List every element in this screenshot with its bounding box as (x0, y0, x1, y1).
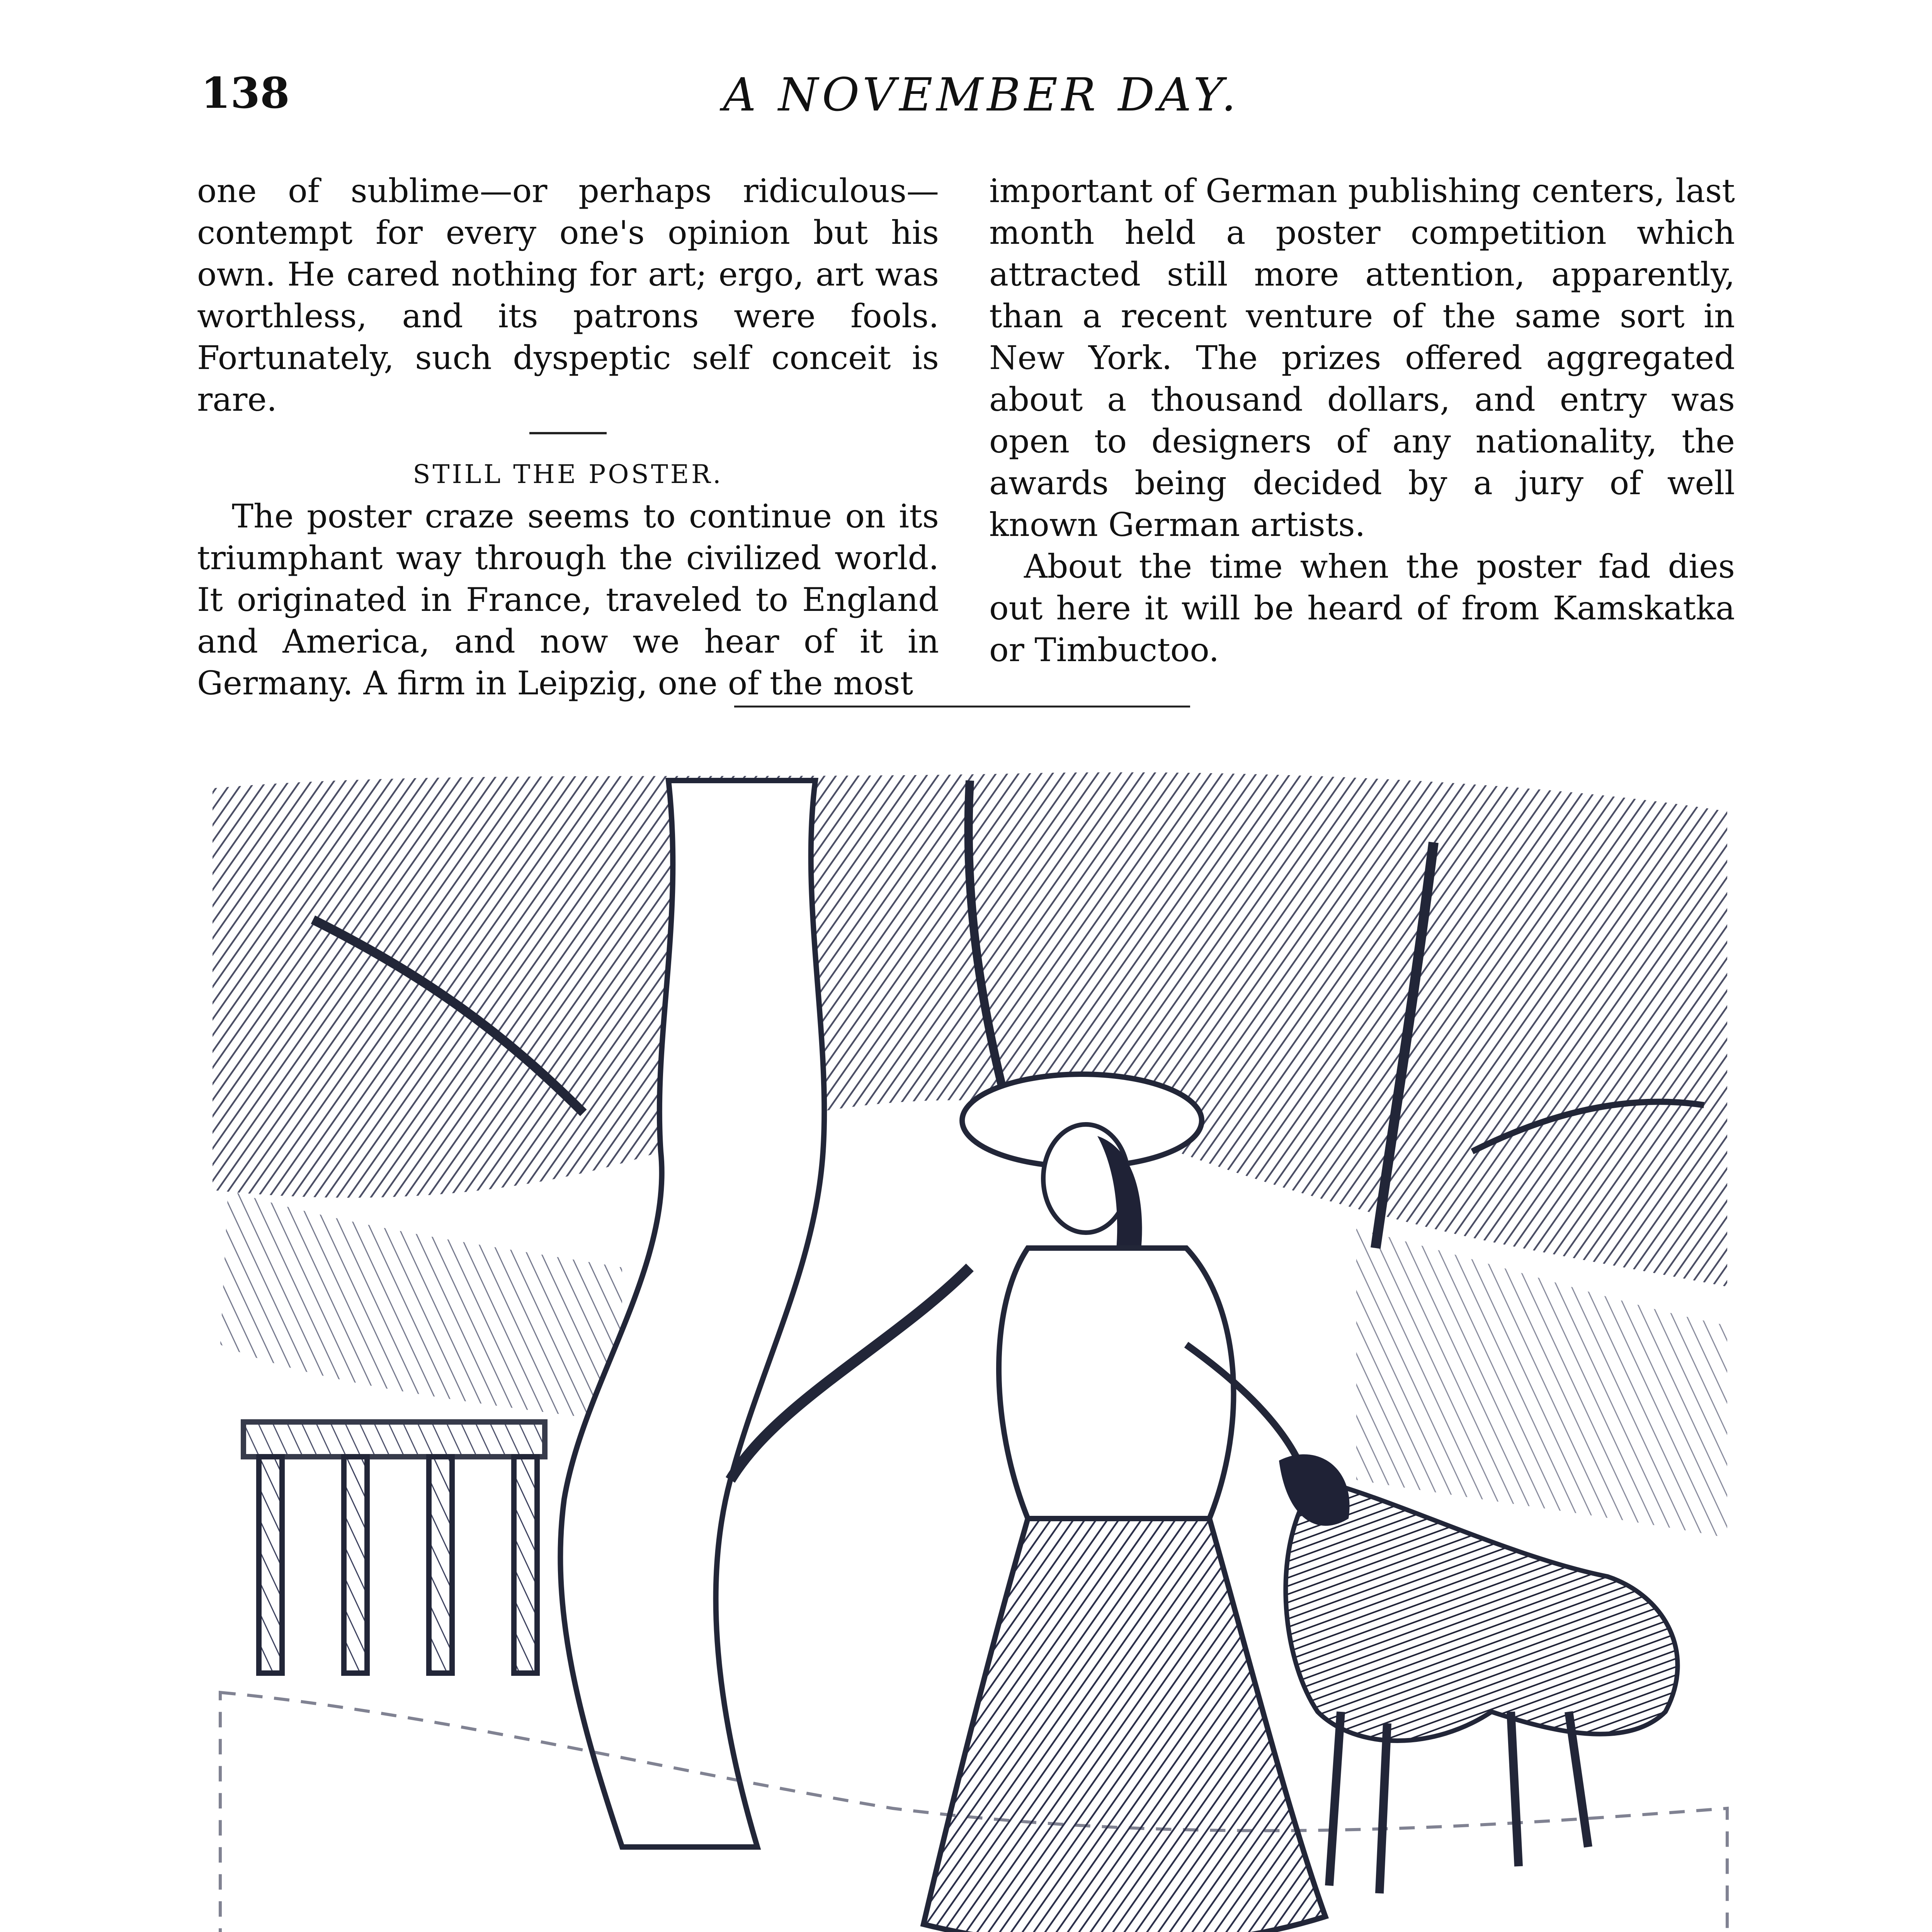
section-heading: STILL THE POSTER. (413, 459, 723, 489)
article-paragraph: The poster craze seems to continue on its triumphant way through the civilized world. It originated in France, traveled to England and America, and now we hear of it in Germany. A firm in Leipzig, one of the most (197, 497, 939, 702)
section-divider (529, 432, 607, 434)
collie-dog (1279, 1454, 1678, 1893)
article-separator-rule (734, 706, 1190, 707)
wooden-fence (243, 1422, 545, 1673)
article-right-column (989, 170, 1735, 671)
article-paragraph: one of sublime—or perhaps ridiculous—contempt for every one's opinion but his own. He cared nothing for art; ergo, art was worthless, and its patrons were fools. Fortunately, such dyspeptic self conceit is rare. (197, 172, 939, 418)
article-left-column (197, 170, 939, 704)
woman-with-dog-illustration (197, 765, 1743, 1932)
article-paragraph: important of German publishing centers, last month held a poster competition which attracted still more attention, apparently, than a recent venture of the same sort in New York. The prizes offered aggregated about a thousand dollars, and entry was open to designers of any nationality, the awards being decided by a jury of well known German artists. (989, 172, 1735, 544)
running-title: A NOVEMBER DAY. (723, 68, 1240, 121)
woman-figure (923, 1074, 1325, 1932)
article-paragraph: About the time when the poster fad dies out here it will be heard of from Kamskatka or Timbuctoo. (989, 548, 1735, 669)
page-number: 138 (201, 68, 290, 118)
